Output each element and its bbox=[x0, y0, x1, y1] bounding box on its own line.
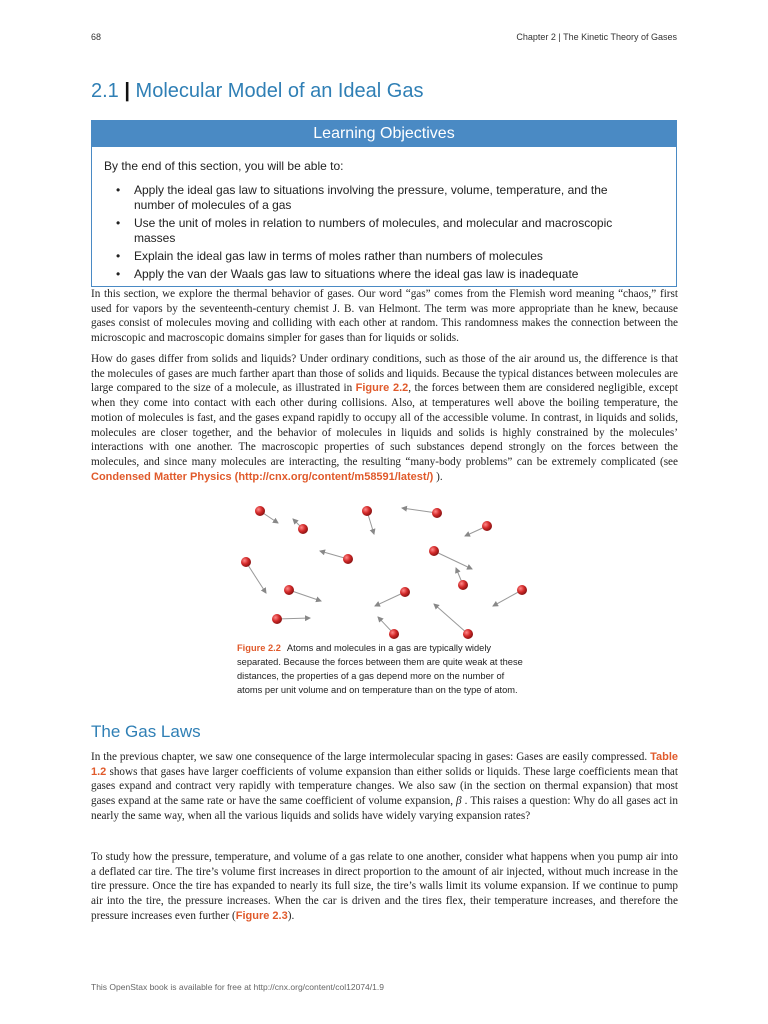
gas-molecules-illustration bbox=[236, 500, 536, 644]
section-title bbox=[91, 80, 691, 103]
gas-atom bbox=[389, 629, 399, 639]
gas-atom bbox=[298, 524, 308, 534]
gas-atom bbox=[255, 506, 265, 516]
objective-item: • Use the unit of moles in relation to numbers of molecules, and molecular and macroscopic masses bbox=[112, 216, 632, 246]
gas-atom bbox=[272, 614, 282, 624]
gas-atom bbox=[458, 580, 468, 590]
paragraph-text: How do gases differ from solids and liquids? Under ordinary conditions, such as those of the air around us, the difference is that the molecules of gases are much farther apart than those of solids and liquids. Because the typical distances between molecules are large compared to the size of a molecule, as illustrated in bbox=[91, 353, 678, 395]
paragraph-intro: In this section, we explore the thermal behavior of gases. Our word “gas” comes from the Flemish word meaning “chaos,” first used for vapors by the seventeenth-century chemist J. B. van Helmont. The term was more appropriate than he knew, because gases consist of molecules moving and colliding with each other at random. This randomness makes the connection between the microscopic and macroscopic domains simpler for gases than for liquids or solids. bbox=[91, 288, 678, 345]
page-footer: This OpenStax book is available for free at http://cnx.org/content/col12074/1.9 bbox=[91, 982, 384, 992]
figure-caption-text: Atoms and molecules in a gas are typically widely separated. Because the forces between them are quite weak at these distances, the properties of a gas depend more on the number of atoms per unit volume and on temperature than on the type of atom. bbox=[237, 643, 523, 695]
figure-caption bbox=[237, 641, 529, 697]
paragraph-tire-example bbox=[91, 850, 678, 924]
title-separator: | bbox=[124, 80, 130, 102]
page-header bbox=[91, 32, 677, 44]
gas-atom bbox=[432, 508, 442, 518]
paragraph-text: , the forces between them are considered negligible, except when they come into contact with each other during collisions. Also, at temperatures well above the boiling temperature, the motion of molecules is fast, and the gases expand rapidly to occupy all of the accessible volume. In contrast, in liquids and solids, molecules are closer together, and the behavior of molecules in liquids and solids is highly constrained by the molecules’ interactions with one another. The macroscopic properties of such substances depend strongly on the forces between the molecules, and since many molecules are interacting, the resulting “many-body problems” can be extremely complicated (see bbox=[91, 382, 678, 468]
section-number: 2.1 bbox=[91, 80, 119, 102]
figure-2-3-link[interactable]: Figure 2.3 bbox=[235, 909, 288, 922]
page-number: 68 bbox=[91, 32, 102, 42]
paragraph-text: ). bbox=[433, 470, 443, 483]
chapter-title: Chapter 2 | The Kinetic Theory of Gases bbox=[516, 32, 677, 42]
table-1-2-link[interactable]: Table 1.2 bbox=[91, 751, 678, 778]
gas-atom bbox=[400, 587, 410, 597]
figure-2-2-link[interactable]: Figure 2.2 bbox=[355, 382, 409, 395]
gas-atom bbox=[362, 506, 372, 516]
figure-label: Figure 2.2 bbox=[237, 643, 281, 653]
gas-atom bbox=[343, 554, 353, 564]
learning-objectives-box bbox=[91, 120, 677, 287]
gas-atom bbox=[517, 585, 527, 595]
velocity-arrow bbox=[402, 508, 437, 513]
gas-atom bbox=[463, 629, 473, 639]
learning-objectives-heading: Learning Objectives bbox=[92, 121, 676, 147]
paragraph-text: shows that gases have larger coefficients of volume expansion than either solids or liquids. These large coefficients mean that gases expand and contract very rapidly with temperature changes. We also saw (in the section on thermal expansion) that most gases expand at the same rate or have the same coefficient of volume expansion, bbox=[91, 765, 678, 808]
paragraph-text: ). bbox=[287, 909, 295, 922]
section-title-text: Molecular Model of an Ideal Gas bbox=[135, 80, 424, 102]
paragraph-text: To study how the pressure, temperature, and volume of a gas relate to one another, consider what happens when you pump air into a deflated car tire. The tire’s volume first increases in direct proportion to the amount of air injected, without much increase in the tire pressure. Once the tire has expanded to nearly its full size, the tire’s walls limit its volume expansion. If we continue to pump air into the tire, the pressure increases. When the car is driven and the tires flex, their temperature increases, and therefore the pressure increases even further ( bbox=[91, 851, 678, 922]
condensed-matter-link[interactable]: Condensed Matter Physics (http://cnx.org/content/m58591/latest/) bbox=[91, 470, 434, 483]
gas-atom bbox=[284, 585, 294, 595]
objective-item: • Apply the van der Waals gas law to situations where the ideal gas law is inadequate bbox=[112, 267, 632, 282]
gas-atom bbox=[429, 546, 439, 556]
paragraph-gases-differ bbox=[91, 352, 678, 484]
learning-objectives-intro: By the end of this section, you will be able to: bbox=[104, 159, 344, 173]
gas-atom bbox=[241, 557, 251, 567]
objective-item: • Explain the ideal gas law in terms of moles rather than numbers of molecules bbox=[112, 249, 632, 264]
velocity-arrow bbox=[246, 562, 266, 593]
paragraph-previous-chapter bbox=[91, 750, 678, 824]
gas-molecules-figure bbox=[236, 500, 536, 644]
velocity-arrow bbox=[434, 551, 472, 569]
gas-atom bbox=[482, 521, 492, 531]
paragraph-text: . This raises a question: Why do all gases act in nearly the same way, when all the various liquids and solids have widely varying expansion rates? bbox=[91, 795, 678, 822]
paragraph-text: In the previous chapter, we saw one consequence of the large intermolecular spacing in gases: Gases are easily compressed. bbox=[91, 751, 651, 763]
beta-symbol: β bbox=[456, 795, 462, 808]
learning-objectives-list bbox=[112, 183, 632, 285]
velocity-arrow bbox=[434, 604, 468, 634]
objective-item: • Apply the ideal gas law to situations involving the pressure, volume, temperature, and the number of molecules of a gas bbox=[112, 183, 632, 213]
subsection-title: The Gas Laws bbox=[91, 722, 201, 741]
velocity-arrow bbox=[289, 590, 321, 601]
